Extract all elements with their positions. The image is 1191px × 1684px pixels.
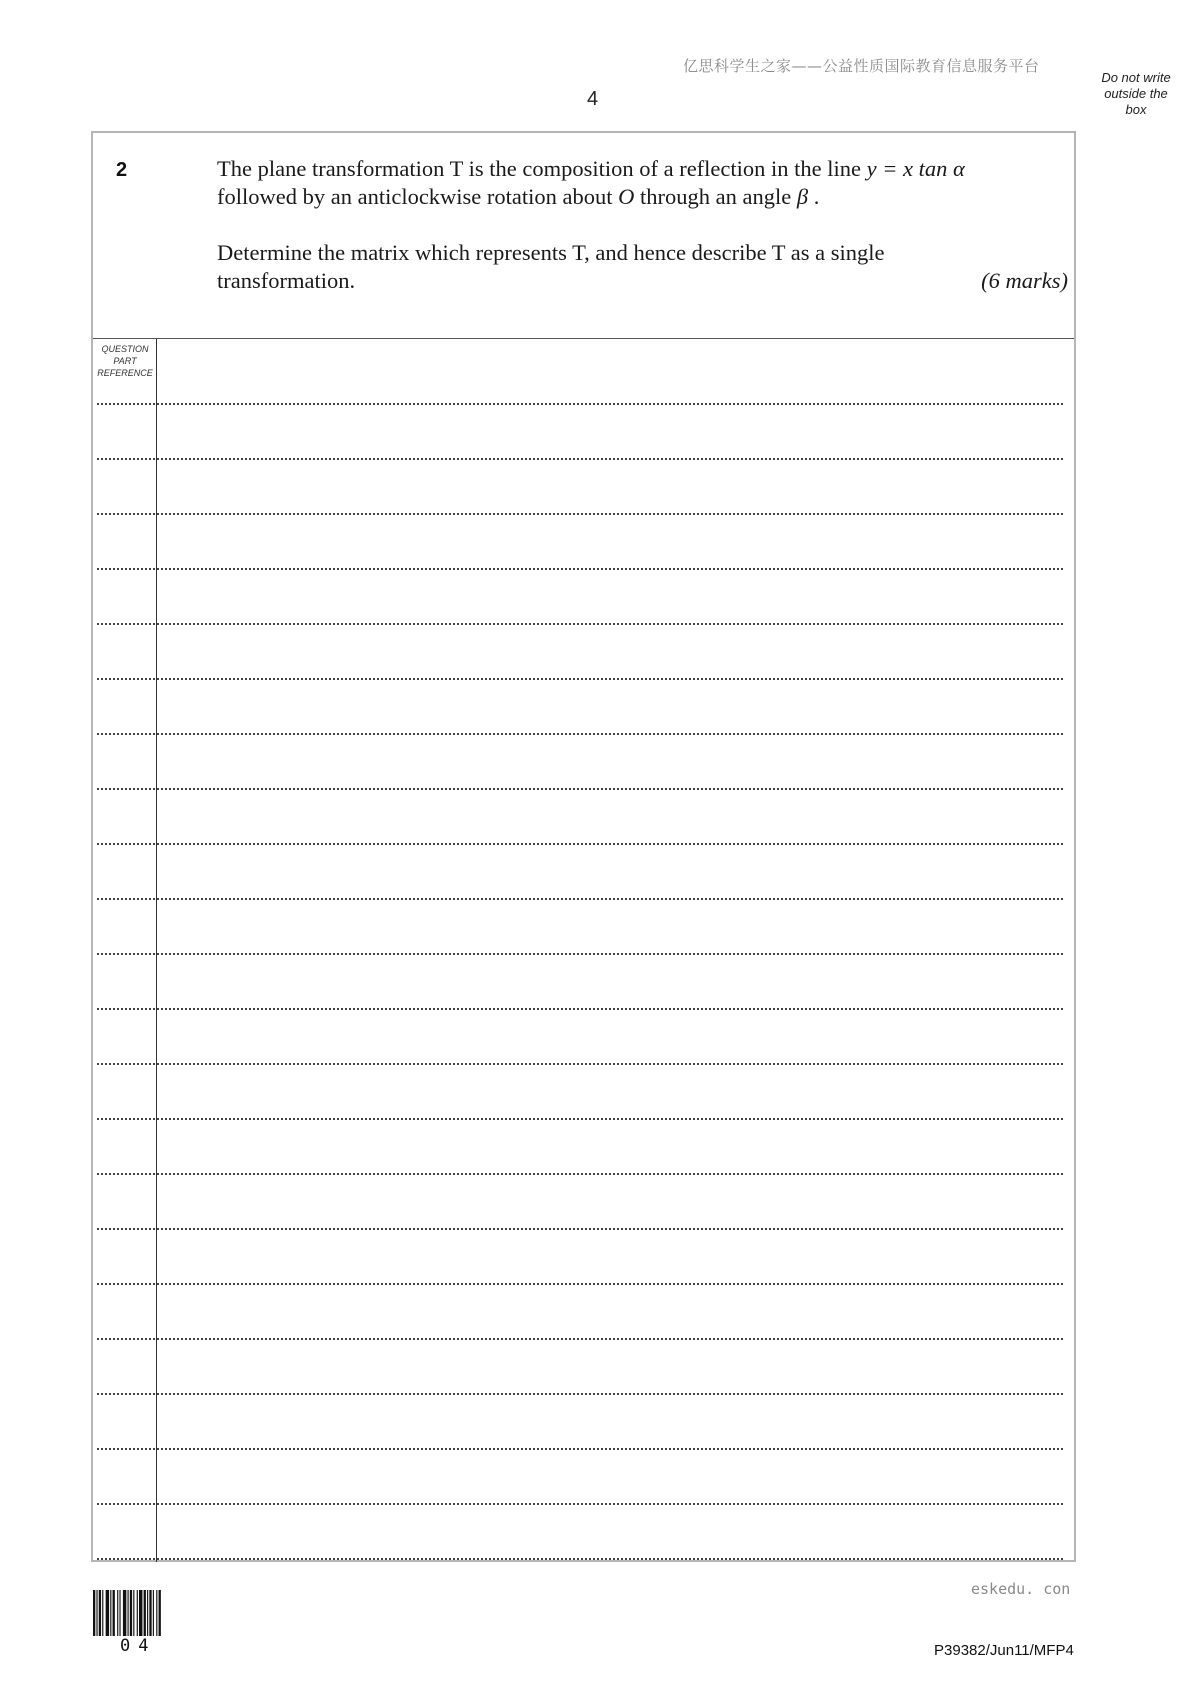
answer-line — [97, 1063, 1063, 1065]
marks-allocation: (6 marks) — [981, 268, 1068, 293]
answer-line — [97, 1448, 1063, 1450]
answer-line — [97, 1173, 1063, 1175]
question-paragraph-1-line-2 — [217, 183, 1062, 211]
answer-line — [97, 1008, 1063, 1010]
answer-line — [97, 568, 1063, 570]
answer-line — [97, 898, 1063, 900]
answer-page-box — [91, 131, 1076, 1562]
answer-line — [97, 1118, 1063, 1120]
answer-line — [97, 733, 1063, 735]
question-part-reference-column — [93, 339, 157, 1562]
answer-line — [97, 1393, 1063, 1395]
answer-line — [97, 843, 1063, 845]
math-symbol-origin: O — [618, 184, 635, 209]
question-paragraph-1 — [217, 155, 1062, 183]
reference-label-line: REFERENCE — [97, 368, 153, 378]
question-number: 2 — [116, 159, 128, 181]
reference-label-line: QUESTION — [101, 344, 149, 354]
question-area — [93, 133, 1074, 339]
answer-line — [97, 458, 1063, 460]
watermark-text: 亿思科学生之家——公益性质国际教育信息服务平台 — [683, 57, 1040, 75]
answer-line — [97, 1503, 1063, 1505]
answer-line — [97, 953, 1063, 955]
answer-line — [97, 788, 1063, 790]
barcode-image — [93, 1590, 193, 1636]
reference-label — [93, 343, 157, 379]
question-text-segment: Determine the matrix which represents T, and hence describe T as a single — [217, 240, 885, 265]
page-number: 4 — [587, 88, 599, 110]
question-text-segment: transformation. — [217, 268, 356, 293]
math-expression: y = x tan α — [866, 156, 965, 181]
question-paragraph-2-line-2 — [217, 267, 1062, 295]
question-text-segment: followed by an anticlockwise rotation about — [217, 184, 619, 209]
answer-line — [97, 403, 1063, 405]
answer-line — [97, 1283, 1063, 1285]
answer-line — [97, 1558, 1063, 1560]
question-paragraph-2 — [217, 239, 1062, 267]
paper-reference: P39382/Jun11/MFP4 — [934, 1642, 1074, 1659]
answer-line — [97, 1228, 1063, 1230]
margin-note-line: box — [1125, 102, 1147, 117]
math-symbol-beta: β — [796, 184, 809, 209]
answer-line — [97, 623, 1063, 625]
margin-note-line: Do not write — [1101, 70, 1171, 85]
question-text-segment: . — [808, 184, 820, 209]
question-text — [217, 155, 1062, 323]
answer-line — [97, 678, 1063, 680]
answer-line — [97, 1338, 1063, 1340]
reference-label-line: PART — [113, 356, 137, 366]
site-watermark: eskedu. con — [971, 1580, 1071, 1598]
answer-line — [97, 513, 1063, 515]
question-text-segment: The plane transformation T is the composition of a reflection in the line — [217, 156, 867, 181]
barcode-number: 04 — [120, 1636, 157, 1656]
margin-note-line: outside the — [1104, 86, 1168, 101]
margin-note — [1090, 70, 1182, 118]
question-text-segment: through an angle — [634, 184, 797, 209]
